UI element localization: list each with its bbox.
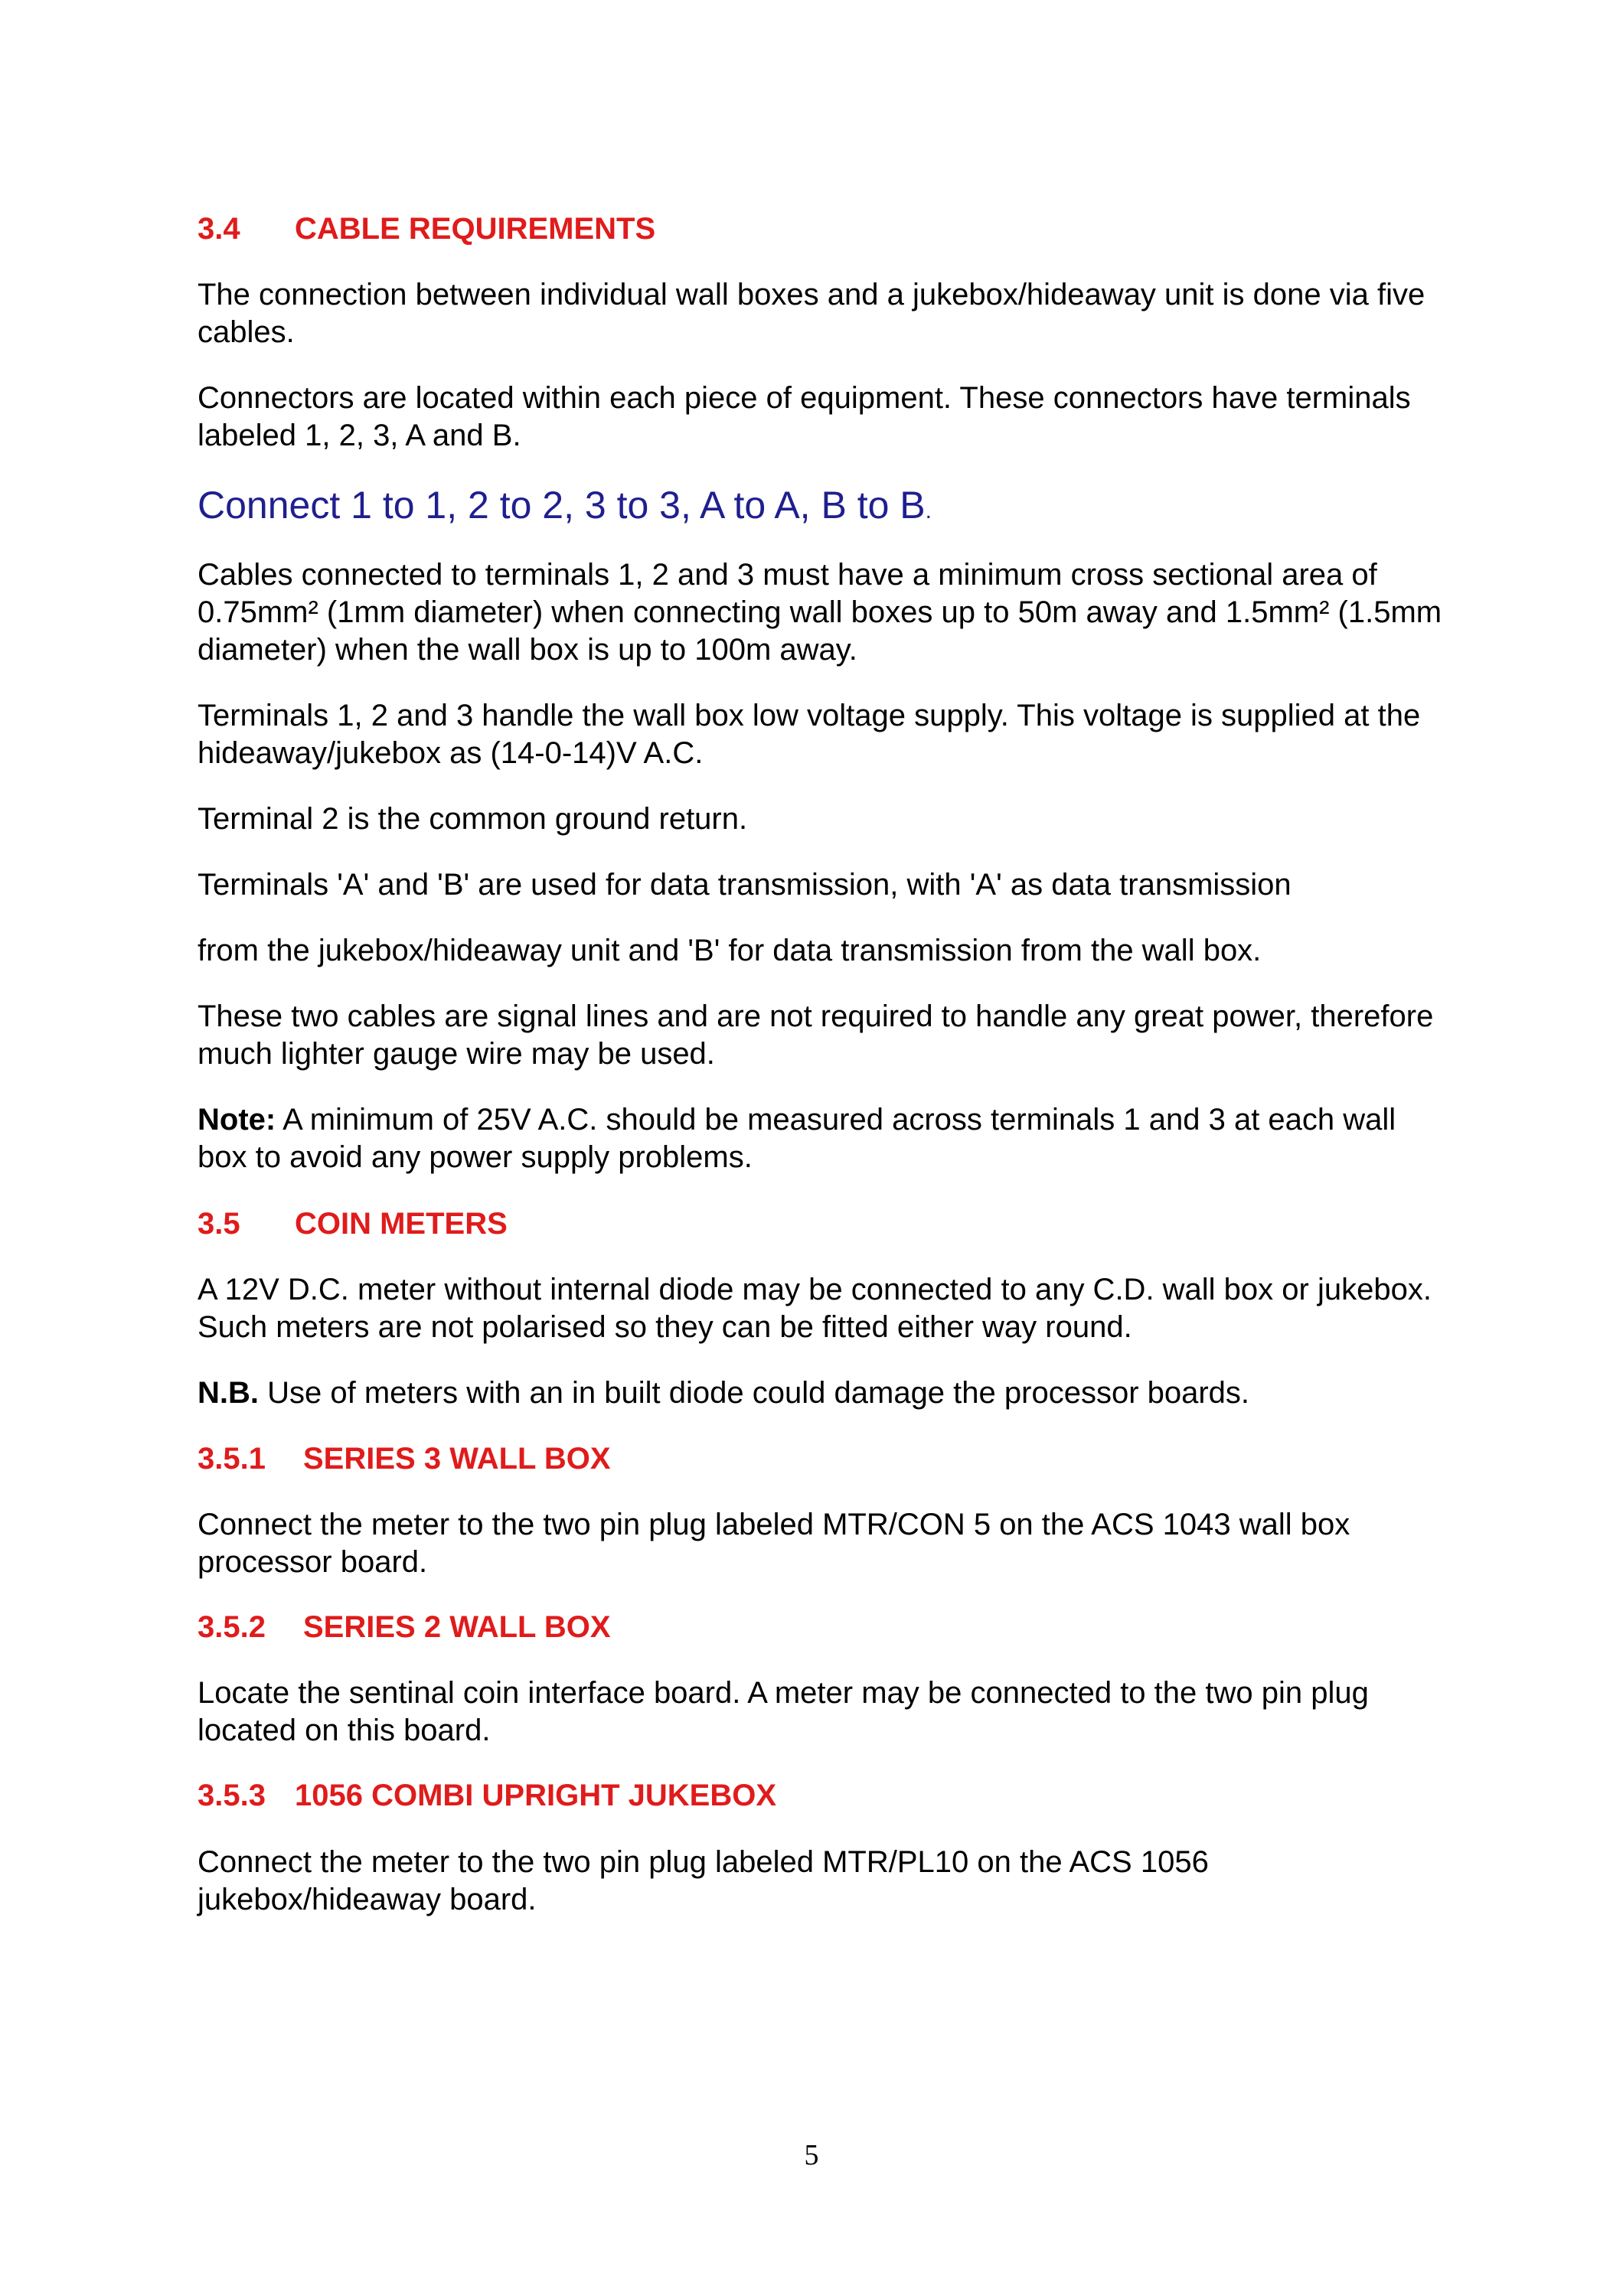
section-title: SERIES 2 WALL BOX bbox=[303, 1610, 611, 1644]
connect-instruction bbox=[198, 483, 1453, 533]
section-heading-3-5-2 bbox=[198, 1609, 1453, 1646]
section-heading-3-5 bbox=[198, 1205, 1453, 1243]
section-title: SERIES 3 WALL BOX bbox=[303, 1442, 611, 1476]
note-label: Note: bbox=[198, 1103, 276, 1137]
note-text: A minimum of 25V A.C. should be measured across terminals 1 and 3 at each wall box to avoid any power supply problems. bbox=[198, 1103, 1396, 1174]
paragraph-meter: A 12V D.C. meter without internal diode may be connected to any C.D. wall box or jukebox. Such meters are not polarised so they can be fitted either way round. bbox=[198, 1273, 1432, 1344]
section-heading-3-5-3 bbox=[198, 1777, 1453, 1815]
section-title: COIN METERS bbox=[295, 1207, 508, 1241]
paragraph-series-2: Locate the sentinal coin interface board. A meter may be connected to the two pin plug located on this board. bbox=[198, 1676, 1369, 1747]
section-number: 3.5.2 bbox=[198, 1610, 266, 1644]
paragraph-five-cables: The connection between individual wall boxes and a jukebox/hideaway unit is done via five cables. bbox=[198, 278, 1425, 349]
connect-instruction-period: . bbox=[925, 498, 932, 523]
section-heading-3-4 bbox=[198, 210, 1453, 248]
paragraph-ground-return: Terminal 2 is the common ground return. bbox=[198, 802, 748, 836]
paragraph-data-transmission-1: Terminals 'A' and 'B' are used for data transmission, with 'A' as data transmission bbox=[198, 868, 1292, 902]
page-number: 5 bbox=[804, 2139, 819, 2171]
section-number: 3.5.1 bbox=[198, 1442, 266, 1476]
paragraph-series-3: Connect the meter to the two pin plug labeled MTR/CON 5 on the ACS 1043 wall box processor board. bbox=[198, 1508, 1350, 1579]
section-number: 3.5 bbox=[198, 1207, 240, 1241]
section-heading-3-5-1 bbox=[198, 1440, 1453, 1478]
section-number: 3.4 bbox=[198, 212, 240, 246]
nb-paragraph bbox=[198, 1375, 1453, 1412]
nb-text: Use of meters with an in built diode could damage the processor boards. bbox=[259, 1376, 1250, 1410]
section-title: 1056 COMBI UPRIGHT JUKEBOX bbox=[295, 1779, 777, 1812]
nb-label: N.B. bbox=[198, 1376, 259, 1410]
connect-instruction-text: Connect 1 to 1, 2 to 2, 3 to 3, A to A, B to B bbox=[198, 484, 926, 527]
paragraph-data-transmission-2: from the jukebox/hideaway unit and 'B' for data transmission from the wall box. bbox=[198, 934, 1262, 967]
section-title: CABLE REQUIREMENTS bbox=[295, 212, 656, 246]
paragraph-cross-section: Cables connected to terminals 1, 2 and 3 must have a minimum cross sectional area of 0.75mm² (1mm diameter) when connecting wall boxes up to 50m away and 1.5mm² (1.5mm diameter) when the wall box is up to 100m away. bbox=[198, 558, 1442, 667]
paragraph-signal-lines: These two cables are signal lines and are not required to handle any great power, therefore much lighter gauge wire may be used. bbox=[198, 1000, 1434, 1071]
note-paragraph bbox=[198, 1101, 1453, 1176]
paragraph-low-voltage: Terminals 1, 2 and 3 handle the wall box low voltage supply. This voltage is supplied at the hideaway/jukebox as (14-0-14)V A.C. bbox=[198, 699, 1421, 770]
section-number: 3.5.3 bbox=[198, 1779, 266, 1812]
paragraph-connectors: Connectors are located within each piece of equipment. These connectors have terminals labeled 1, 2, 3, A and B. bbox=[198, 381, 1411, 452]
paragraph-1056-jukebox: Connect the meter to the two pin plug labeled MTR/PL10 on the ACS 1056 jukebox/hideaway board. bbox=[198, 1845, 1209, 1916]
